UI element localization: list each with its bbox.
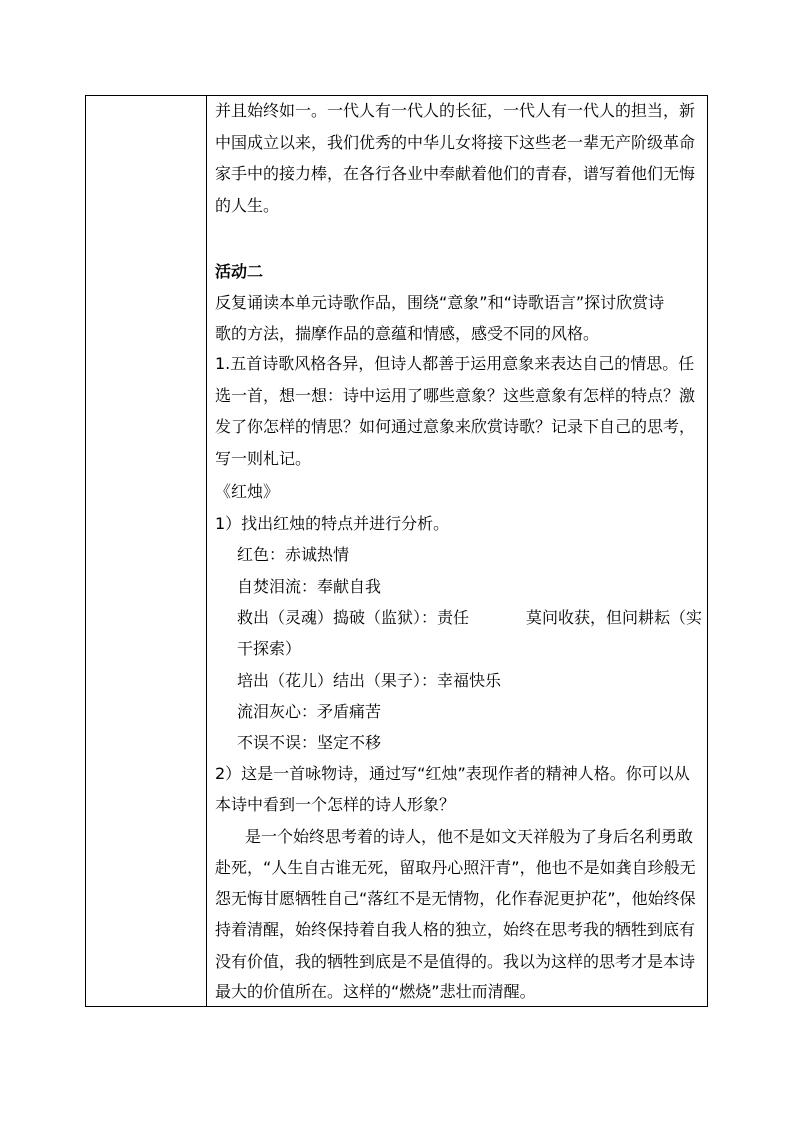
question-2-line: 2）这是一首咏物诗，通过写“红烛”表现作者的精神人格。你可以从: [215, 764, 690, 783]
task-line: 1.五首诗歌风格各异，但诗人都善于运用意象来表达自己的情思。任: [215, 354, 695, 373]
activity-intro-line: 歌的方法，揣摩作品的意蕴和情感，感受不同的风格。: [215, 324, 600, 343]
feature-line: 救出（灵魂）捣破（监狱）：责任: [237, 608, 470, 627]
feature-line: 不误不误：坚定不移: [237, 733, 382, 752]
table-left-column: [86, 96, 207, 1006]
answer-line: 最大的价值所在。这样的“燃烧”悲壮而清醒。: [215, 982, 536, 1001]
answer-line: 持着清醒，始终保持着自我人格的独立，始终在思考我的牺牲到底有: [215, 920, 696, 939]
task-line: 写一则札记。: [215, 449, 312, 468]
paragraph-line: 中国成立以来，我们优秀的中华儿女将接下这些老一辈无产阶级革命: [215, 133, 696, 152]
answer-line: 怨无悔甘愿牺牲自己“落红不是无情物，化作春泥更护花”，他始终保: [215, 889, 696, 908]
answer-line: 是一个始终思考着的诗人，他不是如文天祥般为了身后名利勇敢: [245, 827, 694, 846]
answer-line: 赴死，“人生自古谁无死，留取丹心照汗青”，他也不是如龚自珍般无: [215, 858, 696, 877]
activity-title: 活动二: [215, 262, 264, 281]
feature-line: 培出（花儿）结出（果子）：幸福快乐: [237, 671, 502, 690]
feature-line: 流泪灰心：矛盾痛苦: [237, 702, 382, 721]
feature-line: 自焚泪流：奉献自我: [237, 577, 382, 596]
question-1: 1）找出红烛的特点并进行分析。: [215, 514, 450, 533]
paragraph-line: 并且始终如一。一代人有一代人的长征，一代人有一代人的担当，新: [215, 101, 696, 120]
feature-line: 莫问收获，但问耕耘（实: [526, 608, 703, 627]
paragraph-line: 家手中的接力棒，在各行各业中奉献着他们的青春，谱写着他们无悔: [215, 164, 696, 183]
question-2-line: 本诗中看到一个怎样的诗人形象？: [215, 795, 456, 814]
feature-line: 干探索）: [237, 639, 302, 658]
activity-intro-line: 反复诵读本单元诗歌作品，围绕“意象”和“诗歌语言”探讨欣赏诗: [215, 293, 665, 312]
answer-line: 没有价值，我的牺牲到底是不是值得的。我以为这样的思考才是本诗: [215, 952, 696, 971]
task-line: 发了你怎样的情思？如何通过意象来欣赏诗歌？记录下自己的思考，: [215, 417, 696, 436]
task-line: 选一首，想一想：诗中运用了哪些意象？这些意象有怎样的特点？激: [215, 386, 696, 405]
document-table: [85, 95, 708, 1007]
poem-title: 《红烛》: [215, 482, 280, 501]
paragraph-line: 的人生。: [215, 196, 280, 215]
feature-line: 红色：赤诚热情: [237, 545, 350, 564]
table-right-column: [207, 96, 707, 1006]
